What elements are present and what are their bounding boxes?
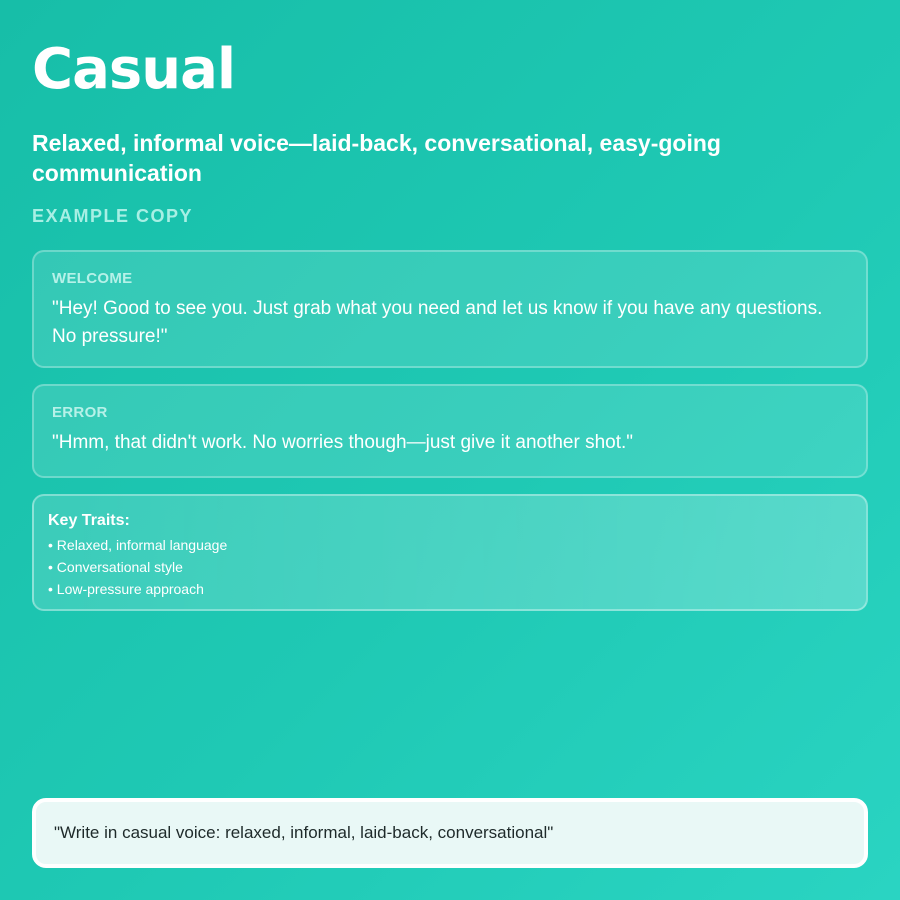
key-trait-item: • Low-pressure approach bbox=[48, 578, 852, 600]
page-title: Casual bbox=[32, 37, 236, 102]
page-subtitle: Relaxed, informal voice—laid-back, conversational, easy-going communication bbox=[32, 130, 721, 186]
example-card-error bbox=[32, 384, 868, 478]
key-traits-panel bbox=[32, 494, 868, 611]
prompt-text: "Write in casual voice: relaxed, informal, laid-back, conversational" bbox=[54, 823, 554, 842]
section-label-example-copy: EXAMPLE COPY bbox=[32, 206, 194, 226]
example-card-welcome bbox=[32, 250, 868, 368]
key-trait-item: • Conversational style bbox=[48, 556, 852, 578]
key-traits-list bbox=[48, 534, 852, 600]
example-card-text: "Hey! Good to see you. Just grab what you need and let us know if you have any questions. No pressure!" bbox=[52, 298, 823, 347]
key-traits-title: Key Traits: bbox=[48, 512, 130, 529]
key-trait-item: • Relaxed, informal language bbox=[48, 534, 852, 556]
voice-card-page bbox=[32, 0, 868, 900]
example-card-label: WELCOME bbox=[52, 270, 133, 287]
example-card-label: ERROR bbox=[52, 404, 108, 421]
prompt-box[interactable] bbox=[32, 798, 868, 868]
example-card-text: "Hmm, that didn't work. No worries though—just give it another shot." bbox=[52, 432, 634, 453]
